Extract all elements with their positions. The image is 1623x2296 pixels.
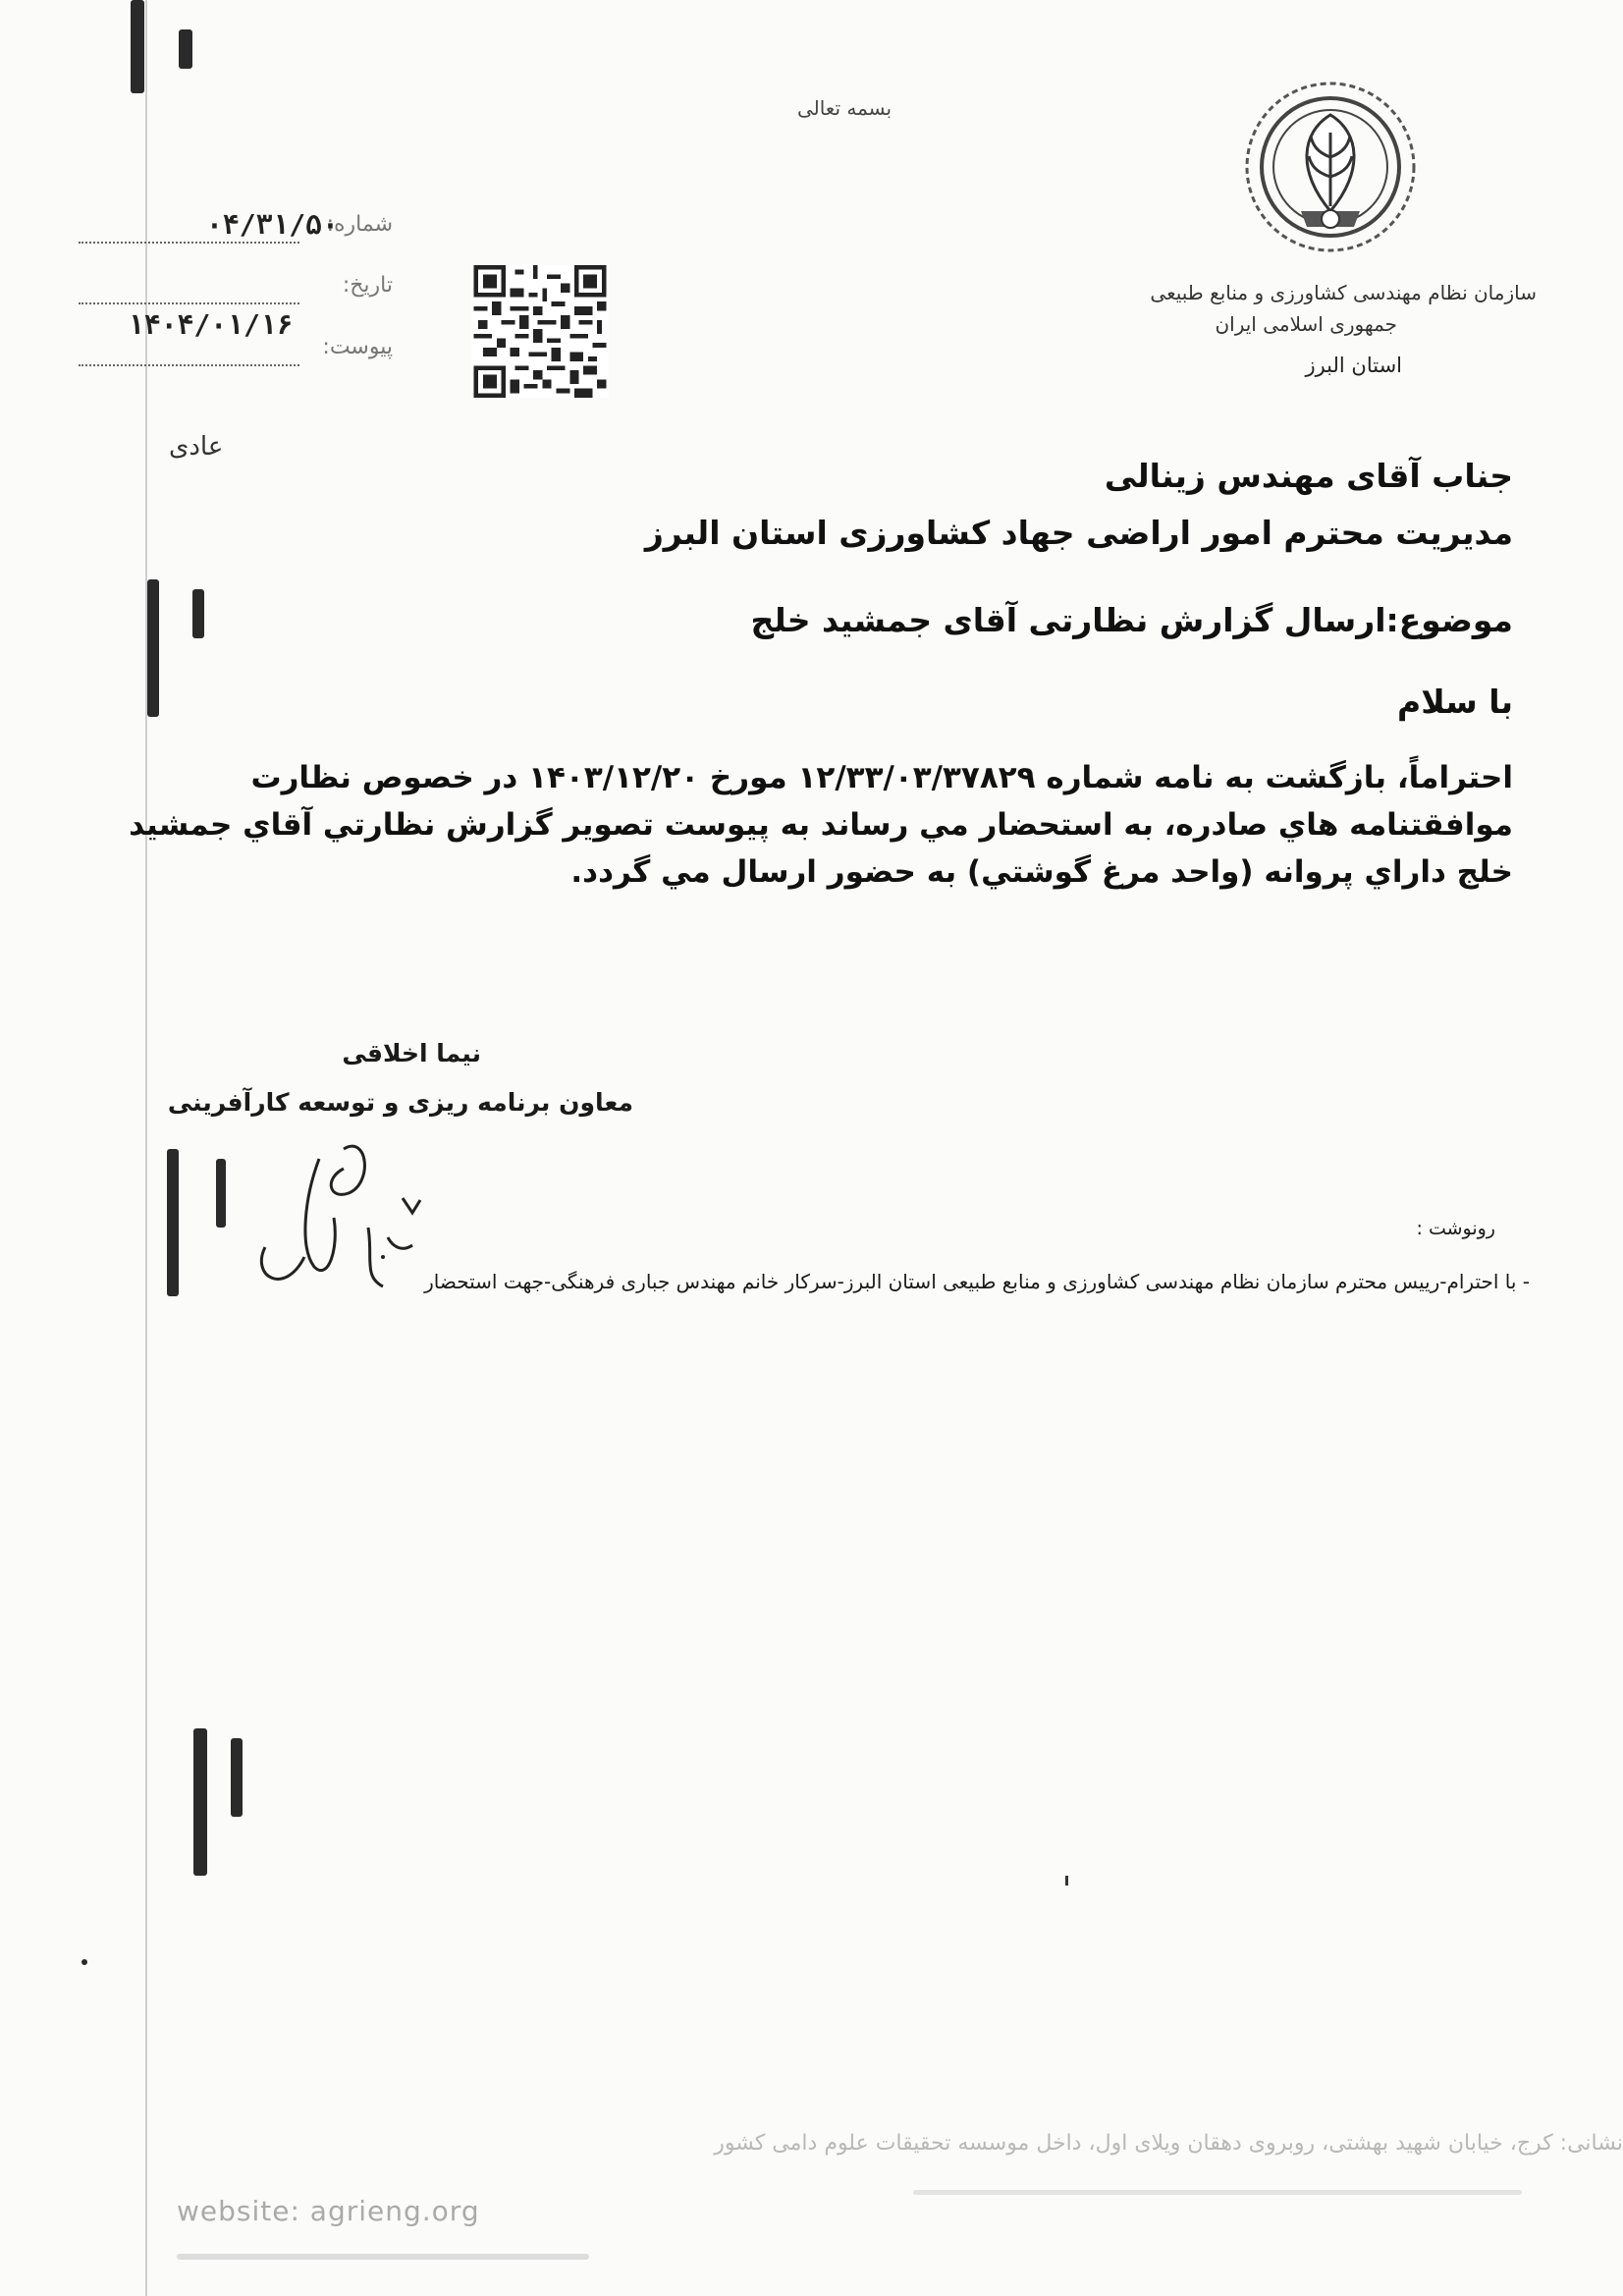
letter-date-value: ۱۴۰۴/۰۱/۱۶ bbox=[128, 308, 294, 341]
letter-number-row bbox=[79, 206, 393, 246]
signer-name: نیما اخلاقی bbox=[342, 1039, 481, 1067]
letter-attachment-row bbox=[79, 329, 393, 368]
bismillah: بسمه تعالی bbox=[796, 96, 893, 120]
letter-body: احتراماً، بازگشت به نامه شماره ۱۲/۳۳/۰۳/۳۷۸۲۹ مورخ ۱۴۰۳/۱۲/۲۰ در خصوص نظارت موافقتنامه هاي صادره، به استحضار مي رساند به پیوست تصویر گزارش نظارتي آقاي جمشید خلج داراي پروانه (واحد مرغ گوشتي) به حضور ارسال مي گردد. bbox=[129, 760, 1513, 890]
letter-attachment-label: پیوست: bbox=[322, 335, 393, 359]
scan-mark bbox=[147, 579, 159, 717]
scan-mark bbox=[216, 1159, 226, 1228]
footer-blurred-line bbox=[177, 2254, 589, 2260]
priority-label: عادی bbox=[169, 432, 224, 462]
cc-label: رونوشت : bbox=[1416, 1218, 1495, 1239]
scan-mark bbox=[81, 1959, 87, 1965]
footer-address: نشانی: کرج، خیابان شهید بهشتی، روبروی دهقان ویلای اول، داخل موسسه تحقیقات علوم دامی کشور bbox=[714, 2131, 1623, 2156]
scan-mark bbox=[131, 0, 144, 93]
scan-mark bbox=[193, 1728, 207, 1876]
letter-date-row bbox=[79, 267, 393, 306]
org-province: استان البرز bbox=[1305, 354, 1402, 377]
scan-mark bbox=[192, 589, 204, 638]
footer-blurred-line bbox=[913, 2190, 1522, 2195]
dotted-line bbox=[79, 364, 299, 366]
letter-greeting: با سلام bbox=[1397, 683, 1513, 721]
qr-code bbox=[471, 265, 609, 398]
scan-mark bbox=[179, 29, 192, 69]
signer-title: معاون برنامه ریزی و توسعه کارآفرینی bbox=[167, 1088, 633, 1117]
cc-line: - با احترام-رییس محترم سازمان نظام مهندسی کشاورزی و منابع طبیعی استان البرز-سرکار خانم مهندس جباری فرهنگی-جهت استحضار bbox=[424, 1270, 1530, 1293]
dotted-line bbox=[79, 302, 299, 304]
dotted-line bbox=[79, 242, 299, 244]
recipient-name: جناب آقای مهندس زینالی bbox=[1104, 457, 1513, 495]
footer-website: website: agrieng.org bbox=[177, 2195, 480, 2227]
recipient-title: مدیریت محترم امور اراضی جهاد کشاورزی استان البرز bbox=[644, 514, 1513, 552]
scan-mark bbox=[167, 1149, 179, 1296]
org-country: جمهوری اسلامی ایران bbox=[1215, 312, 1397, 336]
org-name: سازمان نظام مهندسی کشاورزی و منابع طبیعی bbox=[1150, 281, 1537, 304]
scan-speck bbox=[1065, 1876, 1068, 1886]
letter-subject: موضوع:ارسال گزارش نظارتی آقای جمشید خلج bbox=[750, 601, 1513, 639]
organization-logo bbox=[1232, 74, 1429, 260]
letter-number-value: ۰۴/۳۱/۵۰ bbox=[206, 208, 339, 241]
scan-mark bbox=[231, 1738, 243, 1817]
letter-date-label: تاریخ: bbox=[342, 273, 393, 298]
letter-number-label: شماره: bbox=[326, 212, 393, 237]
